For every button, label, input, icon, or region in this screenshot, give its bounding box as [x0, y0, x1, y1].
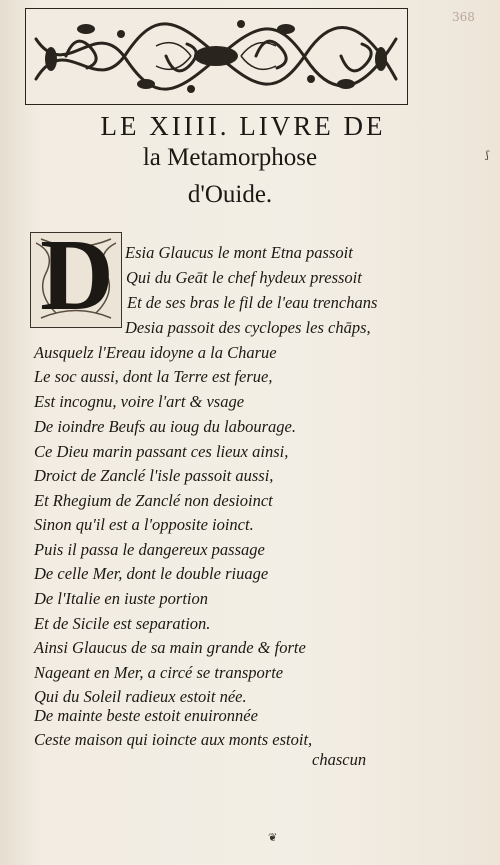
verse-line: De l'Italie en iuste portion: [34, 589, 208, 608]
verse-line: Ceste maison qui ioincte aux monts estoit,: [34, 730, 313, 749]
ornament-vine-icon: [26, 9, 406, 103]
drop-cap-letter: D: [40, 219, 114, 332]
verse-line: Droict de Zanclé l'isle passoit aussi,: [34, 466, 274, 485]
verse-line: Ausquelz l'Ereau idoyne a la Charue: [34, 343, 277, 362]
verse-line: Desia passoit des cyclopes les chāps,: [125, 318, 371, 337]
verse-line: Qui du Soleil radieux estoit née.: [34, 687, 247, 706]
verse-line: De celle Mer, dont le double riuage: [34, 564, 269, 583]
verse-line: Est incognu, voire l'art & vsage: [34, 392, 245, 411]
verse-line: Le soc aussi, dont la Terre est ferue,: [34, 367, 273, 386]
drop-cap: [30, 219, 122, 332]
headpiece-ornament: [25, 8, 408, 105]
book-author: d'Ouide.: [187, 181, 273, 208]
footer-mark: ❦: [268, 831, 278, 844]
verse-line: De mainte beste estoit enuironnée: [34, 706, 258, 725]
book-title: LE XIIII. LIVRE DE: [100, 111, 386, 141]
folio-number: 368: [452, 10, 475, 24]
margin-mark: ʃ: [486, 150, 489, 161]
verse-line: Qui du Geāt le chef hydeux pressoit: [126, 268, 362, 287]
verse-line: Et Rhegium de Zanclé non desioinct: [34, 491, 273, 510]
verse-line: Sinon qu'il est a l'opposite ioinct.: [34, 515, 254, 534]
catchword: chascun: [312, 750, 367, 769]
verse-line: Ce Dieu marin passant ces lieux ainsi,: [34, 442, 289, 461]
verse-line: Et de Sicile est separation.: [34, 614, 211, 633]
verse-line: Ainsi Glaucus de sa main grande & forte: [34, 638, 306, 657]
verse-line: Puis il passa le dangereux passage: [34, 540, 265, 559]
verse-line: Nageant en Mer, a circé se transporte: [34, 663, 284, 682]
verse-line: Et de ses bras le fil de l'eau trenchans: [127, 293, 378, 312]
book-subtitle: la Metamorphose: [142, 144, 318, 171]
verse-line: Esia Glaucus le mont Etna passoit: [125, 243, 353, 262]
verse-line: De ioindre Beufs au ioug du labourage.: [34, 417, 296, 436]
